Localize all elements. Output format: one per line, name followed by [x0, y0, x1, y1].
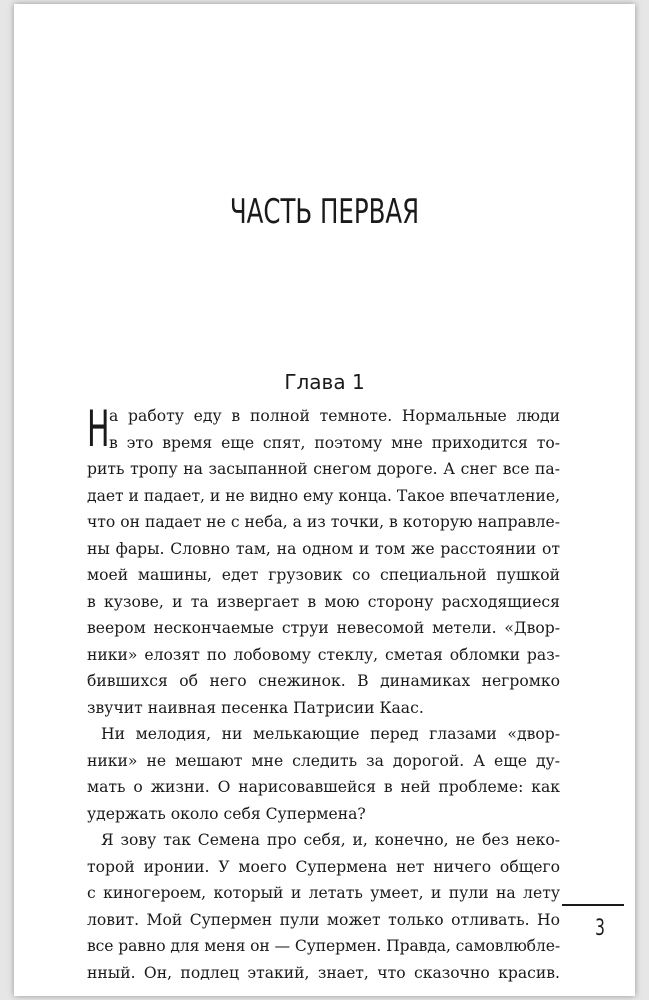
text-line: в это время еще спят, поэтому мне приходится то- — [109, 433, 560, 452]
page-number: 3 — [595, 916, 605, 941]
text-line: ны фары. Словно там, на одном и том же расстоянии от — [87, 539, 560, 558]
text-line: что он падает не с неба, а из точки, в которую направле- — [87, 513, 561, 531]
drop-cap: Н — [87, 400, 110, 458]
footer-rule — [562, 904, 624, 906]
text-line: в кузове, и та извергает в мою сторону расходящиеся — [87, 592, 560, 611]
chapter-title: Глава 1 — [284, 370, 365, 394]
text-line: дает и падает, и не видно ему конца. Такое впечатление, — [87, 486, 560, 505]
text-line: все равно для меня он — Супермен. Правда, самовлюбле- — [87, 937, 560, 955]
part-title: ЧАСТЬ ПЕРВАЯ — [229, 192, 420, 232]
text-line: нный. Он, подлец этакий, знает, что сказочно красив. — [87, 963, 560, 982]
text-line: Ни мелодия, ни мелькающие перед глазами «двор- — [101, 725, 560, 743]
text-line: а работу еду в полной темноте. Нормальные люди — [109, 407, 560, 425]
text-line: мать о жизни. О нарисовавшейся в ней проблеме: как — [87, 778, 560, 796]
text-line: ловит. Мой Супермен пули может только отливать. Но — [87, 910, 560, 929]
text-line: с киногероем, который и летать умеет, и пули на лету — [87, 884, 560, 902]
book-page — [14, 4, 635, 996]
text-line: ники» елозят по лобовому стеклу, сметая обломки раз- — [87, 645, 560, 664]
text-line: удержать около себя Супермена? — [87, 804, 366, 823]
text-line: звучит наивная песенка Патрисии Каас. — [87, 698, 424, 717]
body-text — [87, 400, 561, 986]
text-line: рить тропу на засыпанной снегом дороге. А снег все па- — [87, 460, 560, 478]
text-line: ники» не мешают мне следить за дорогой. А еще ду- — [87, 751, 560, 770]
text-line: торой иронии. У моего Супермена нет ничего общего — [87, 857, 560, 876]
text-line: бившихся об него снежинок. В динамиках негромко — [87, 672, 560, 690]
text-line: моей машины, едет грузовик со специальной пушкой — [87, 566, 560, 584]
text-line: Я зову так Семена про себя, и, конечно, не без неко- — [101, 831, 560, 849]
text-line: веером нескончаемые струи невесомой метели. «Двор- — [87, 619, 560, 637]
